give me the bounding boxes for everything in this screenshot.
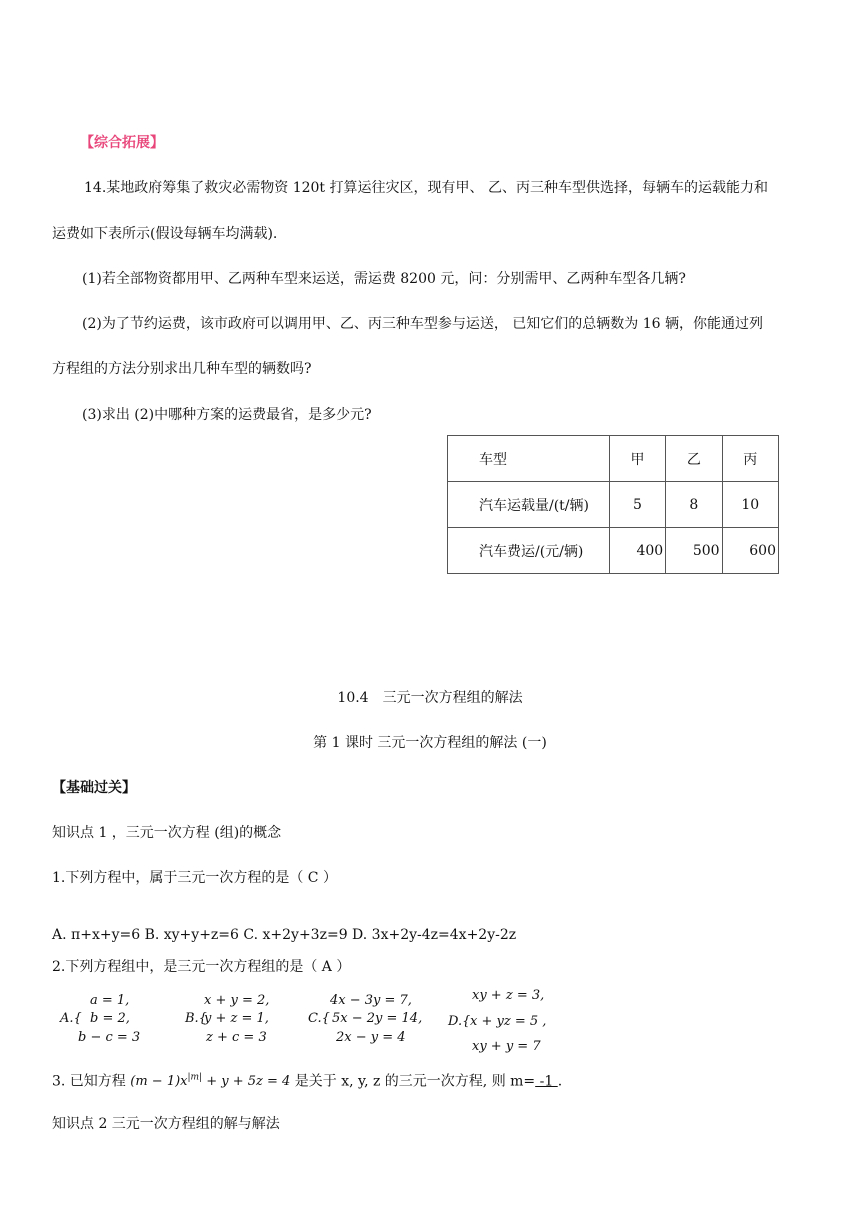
section-title: 10.4 三元一次方程组的解法 [337, 690, 523, 706]
q14-part2-line1: (2)为了节约运费，该市政府可以调用甲、乙、丙三种车型参与运送， 已知它们的总辆数为 16 辆，你能通过列 [82, 316, 763, 332]
equation: 2x − y = 4 [336, 1030, 406, 1045]
question-3 [52, 1068, 562, 1092]
q14-part2-line2: 方程组的方法分别求出几种车型的辆数吗? [52, 361, 312, 377]
q3-equation-tail: + y + 5z = 4 [202, 1074, 291, 1090]
equation: b − c = 3 [78, 1030, 141, 1045]
table-cell: 丙 [722, 436, 778, 482]
table-row [448, 436, 779, 482]
table-cell: 乙 [666, 436, 722, 482]
equation: xy + y = 7 [472, 1039, 541, 1054]
q3-equation [130, 1074, 290, 1089]
lesson-title: 第 1 课时 三元一次方程组的解法 (一) [313, 735, 547, 751]
table-cell: 车型 [448, 436, 610, 482]
equation: x + yz = 5 , [470, 1014, 547, 1029]
question-1: 1.下列方程中，属于三元一次方程的是（ C ） [52, 870, 337, 886]
table-cell: 500 [666, 528, 722, 574]
q2-option-label: A.{ [60, 1011, 82, 1026]
vehicle-table [447, 435, 779, 574]
equation: xy + z = 3, [472, 988, 545, 1003]
q3-answer: -1 [535, 1073, 558, 1090]
table-cell: 汽车运载量/(t/辆) [448, 482, 610, 528]
equation: z + c = 3 [206, 1030, 267, 1045]
q14-line1: 14.某地政府筹集了救灾必需物资 120t 打算运往灾区，现有甲、 乙、丙三种车型供选择，每辆车的运载能力和 [84, 180, 768, 196]
table-cell: 10 [722, 482, 778, 528]
question-1-options: A. π+x+y=6 B. xy+y+z=6 C. x+2y+3z=9 D. 3x+2y-4z=4x+2y-2z [52, 927, 517, 943]
table-cell: 汽车费运/(元/辆) [448, 528, 610, 574]
q2-option-label: D.{ [448, 1014, 471, 1029]
q3-exponent: |m| [187, 1073, 203, 1083]
q14-part1: (1)若全部物资都用甲、乙两种车型来运送，需运费 8200 元，问：分别需甲、乙两种车型各几辆? [82, 271, 686, 287]
equation: a = 1, [90, 993, 130, 1008]
table-row [448, 528, 779, 574]
q2-option-label: C.{ [308, 1011, 330, 1026]
table-cell: 甲 [609, 436, 665, 482]
basics-heading: 【基础过关】 [52, 780, 136, 796]
question-2: 2.下列方程组中，是三元一次方程组的是（ A ） [52, 959, 351, 975]
equation: y + z = 1, [204, 1011, 269, 1026]
table-row [448, 482, 779, 528]
table-cell: 8 [666, 482, 722, 528]
q3-middle: 是关于 x, y, z 的三元一次方程, 则 m= [290, 1073, 536, 1090]
table-cell: 5 [609, 482, 665, 528]
q3-prefix: 3. 已知方程 [52, 1073, 131, 1090]
knowledge-point-2: 知识点 2 三元一次方程组的解与解法 [52, 1116, 280, 1132]
equation: x + y = 2, [204, 993, 270, 1008]
extension-heading: 【综合拓展】 [80, 135, 164, 151]
equation: 5x − 2y = 14, [332, 1011, 423, 1026]
q14-line2: 运费如下表所示(假设每辆车均满载). [52, 226, 278, 242]
table-cell: 400 [609, 528, 665, 574]
table-cell: 600 [722, 528, 778, 574]
equation: b = 2, [90, 1011, 130, 1026]
q3-equation-base: (m − 1)x [130, 1074, 188, 1090]
q14-part3: (3)求出 (2)中哪种方案的运费最省，是多少元? [82, 407, 372, 423]
knowledge-point-1: 知识点 1 ，三元一次方程 (组)的概念 [52, 825, 282, 841]
equation: 4x − 3y = 7, [330, 993, 412, 1008]
q3-end: . [557, 1073, 563, 1090]
q2-option-label: B.{ [185, 1011, 207, 1026]
